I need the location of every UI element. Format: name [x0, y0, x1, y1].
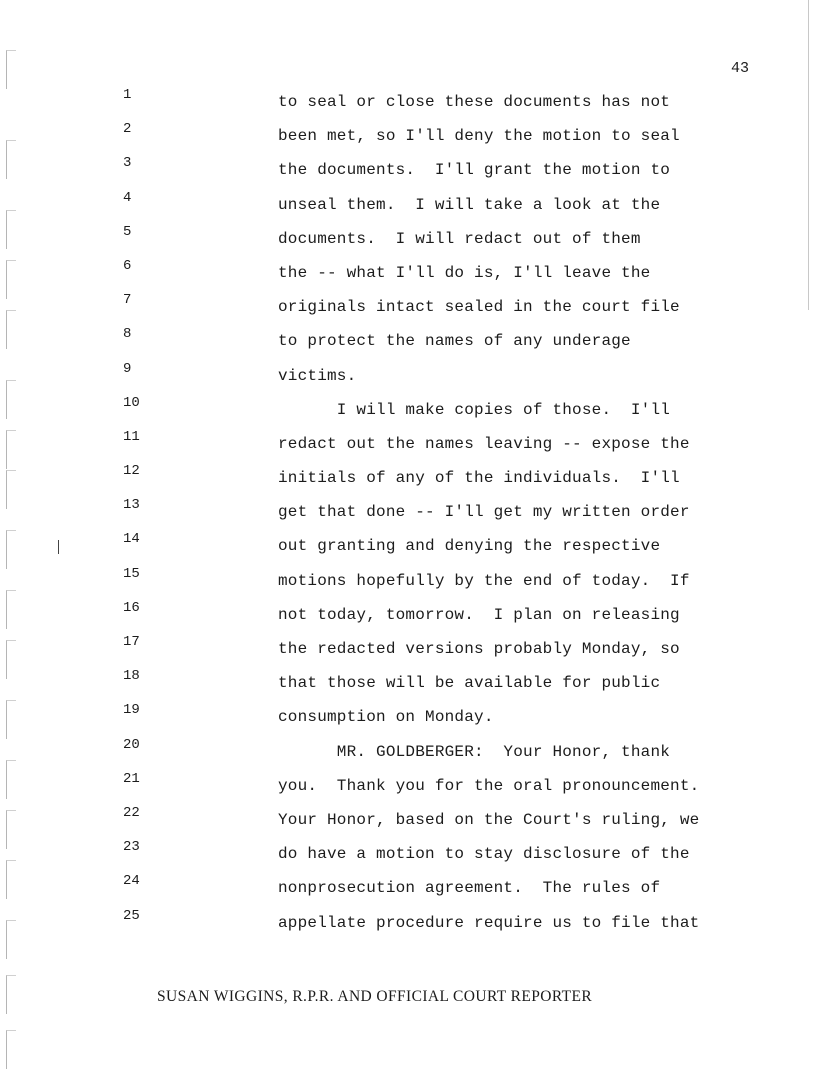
line-number: 23	[123, 839, 140, 856]
transcript-line: redact out the names leaving -- expose the	[278, 434, 690, 453]
transcript-line: you. Thank you for the oral pronouncement.	[278, 776, 700, 795]
transcript-line: out granting and denying the respective	[278, 537, 661, 556]
transcript-line: victims.	[278, 366, 357, 385]
transcript-line: appellate procedure require us to file that	[278, 913, 700, 932]
scan-mark	[58, 540, 59, 554]
margin-mark	[6, 260, 16, 299]
margin-mark	[6, 700, 16, 739]
transcript-line: unseal them. I will take a look at the	[278, 195, 661, 214]
line-number: 10	[123, 394, 140, 411]
transcript-line: get that done -- I'll get my written order	[278, 503, 690, 522]
line-number: 18	[123, 668, 140, 685]
margin-mark	[6, 860, 16, 899]
line-number: 4	[123, 189, 132, 206]
transcript-line: been met, so I'll deny the motion to seal	[278, 127, 680, 146]
line-number: 24	[123, 873, 140, 890]
line-number: 6	[123, 257, 132, 274]
transcript-line: nonprosecution agreement. The rules of	[278, 879, 661, 898]
transcript-line: to protect the names of any underage	[278, 332, 631, 351]
margin-mark	[6, 975, 16, 1014]
margin-mark	[6, 530, 16, 569]
margin-mark	[6, 760, 16, 799]
line-number: 2	[123, 121, 132, 138]
transcript-line: originals intact sealed in the court file	[278, 298, 680, 317]
line-number: 11	[123, 428, 140, 445]
line-number: 14	[123, 531, 140, 548]
transcript-line: motions hopefully by the end of today. If	[278, 571, 690, 590]
line-number: 21	[123, 770, 140, 787]
line-number: 20	[123, 736, 140, 753]
line-number: 17	[123, 634, 140, 650]
line-number-column	[115, 85, 175, 940]
transcript-line: I will make copies of those. I'll	[278, 400, 671, 419]
transcript-line: that those will be available for public	[278, 674, 661, 693]
margin-mark	[6, 50, 16, 89]
margin-mark	[6, 210, 16, 249]
margin-mark	[6, 380, 16, 419]
margin-mark	[6, 310, 16, 349]
margin-mark	[6, 920, 16, 959]
margin-mark	[6, 590, 16, 629]
line-number: 9	[123, 360, 132, 377]
transcript-line: not today, tomorrow. I plan on releasing	[278, 605, 680, 624]
line-number: 8	[123, 326, 132, 343]
line-number: 25	[123, 907, 140, 924]
margin-mark	[6, 640, 16, 679]
transcript-line: Your Honor, based on the Court's ruling, we	[278, 810, 700, 829]
margin-mark	[6, 430, 16, 469]
transcript-line: MR. GOLDBERGER: Your Honor, thank	[278, 742, 671, 761]
transcript-line: consumption on Monday.	[278, 708, 494, 727]
transcript-line: the documents. I'll grant the motion to	[278, 161, 671, 180]
transcript-line: do have a motion to stay disclosure of the	[278, 845, 690, 864]
reporter-footer: SUSAN WIGGINS, R.P.R. AND OFFICIAL COURT REPORTER	[157, 988, 593, 1005]
line-number: 3	[123, 155, 132, 172]
transcript-line: the -- what I'll do is, I'll leave the	[278, 263, 651, 282]
margin-mark	[6, 810, 16, 849]
line-number: 13	[123, 497, 140, 514]
margin-mark	[6, 140, 16, 179]
line-number: 16	[123, 599, 140, 616]
page-number: 43	[731, 60, 750, 77]
transcript-body	[278, 85, 748, 940]
line-number: 22	[123, 804, 140, 821]
transcript-line: documents. I will redact out of them	[278, 229, 641, 248]
line-number: 12	[123, 463, 140, 480]
scan-edge-line	[808, 0, 809, 310]
margin-mark	[6, 470, 16, 509]
line-number: 5	[123, 223, 132, 240]
transcript-line: the redacted versions probably Monday, so	[278, 640, 680, 658]
transcript-line: to seal or close these documents has not	[278, 93, 671, 111]
left-margin-marks	[6, 0, 20, 1056]
margin-mark	[6, 1030, 16, 1069]
line-number: 7	[123, 292, 132, 309]
transcript-line: initials of any of the individuals. I'll	[278, 469, 680, 488]
line-number: 15	[123, 565, 140, 582]
line-number: 19	[123, 702, 140, 719]
line-number: 1	[123, 87, 132, 103]
